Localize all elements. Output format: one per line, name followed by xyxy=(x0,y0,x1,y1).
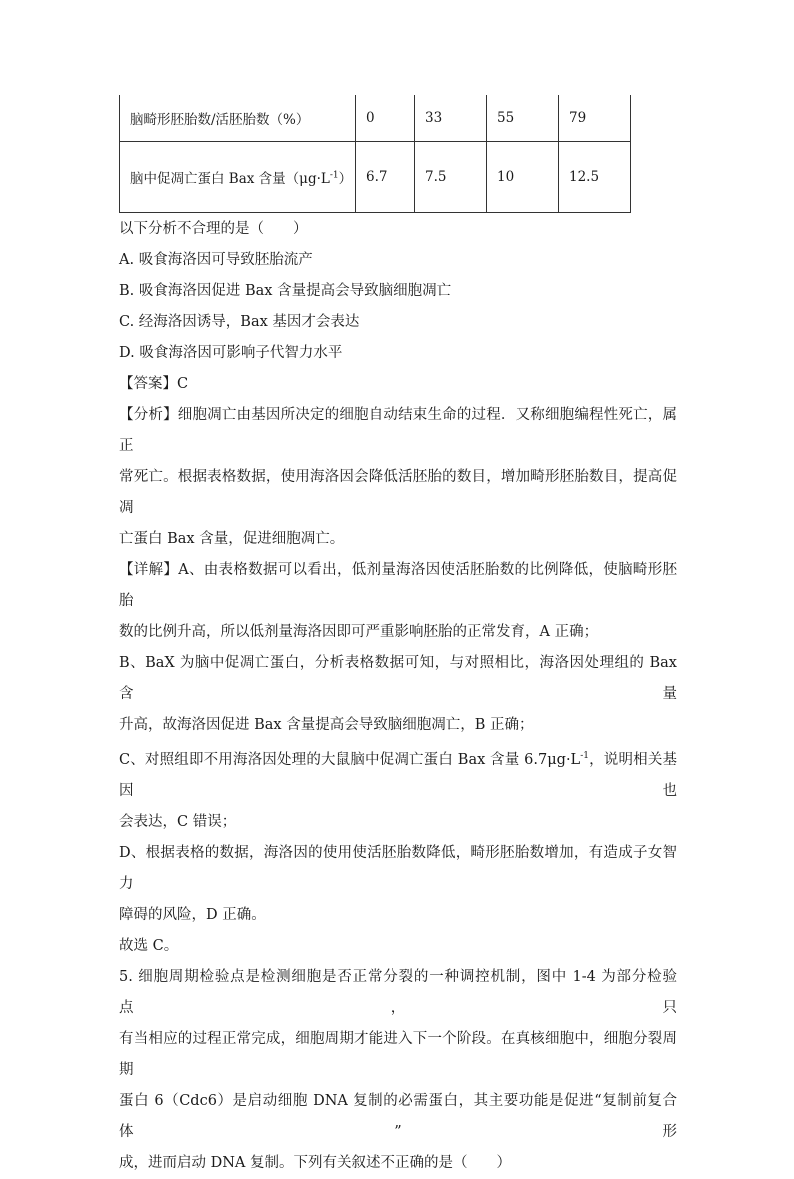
detail-line: B、BaX 为脑中促凋亡蛋白，分析表格数据可知，与对照相比，海洛因处理组的 Bax 含量 xyxy=(119,655,677,702)
detail-line: 升高，故海洛因促进 Bax 含量提高会导致脑细胞凋亡，B 正确； xyxy=(119,717,534,733)
table-row-label xyxy=(120,142,356,213)
detail-text: C、对照组即不用海洛因处理的大鼠脑中促凋亡蛋白 Bax 含量 6.7μg·L xyxy=(119,751,581,768)
table-cell: 33 xyxy=(415,95,487,142)
table-cell: 12.5 xyxy=(559,142,631,213)
data-table xyxy=(119,95,631,213)
option-a: A. 吸食海洛因可导致胚胎流产 xyxy=(119,252,313,268)
detail-line: 数的比例升高，所以低剂量海洛因即可严重影响胚胎的正常发育，A 正确； xyxy=(119,624,599,640)
table-cell: 55 xyxy=(487,95,559,142)
detail-line: 【详解】A、由表格数据可以看出，低剂量海洛因使活胚胎数的比例降低，使脑畸形胚胎 xyxy=(119,562,677,609)
analysis-line: 亡蛋白 Bax 含量，促进细胞凋亡。 xyxy=(119,531,345,547)
table-row-label: 脑畸形胚胎数/活胚胎数（%） xyxy=(120,95,356,142)
detail-line: 故选 C。 xyxy=(119,937,179,954)
label-text-end: ） xyxy=(338,171,353,187)
label-superscript: -1 xyxy=(329,170,339,181)
detail-line: D、根据表格的数据，海洛因的使用使活胚胎数降低，畸形胚胎数增加，有造成子女智力 xyxy=(119,844,677,892)
table-cell: 6.7 xyxy=(356,142,415,213)
table-cell: 10 xyxy=(487,142,559,213)
question-prompt: 以下分析不合理的是（ ） xyxy=(119,221,308,237)
detail-line: 会表达，C 错误； xyxy=(119,813,237,830)
detail-text-end: ，说明相关基因也 xyxy=(119,751,677,799)
answer-line: 【答案】C xyxy=(119,376,189,392)
option-b: B. 吸食海洛因促进 Bax 含量提高会导致脑细胞凋亡 xyxy=(119,283,452,299)
label-text: 脑中促凋亡蛋白 Bax 含量（μg·L xyxy=(130,171,330,187)
table-row xyxy=(120,142,631,213)
question5-line: 5. 细胞周期检验点是检测细胞是否正常分裂的一种调控机制，图中 1-4 为部分检验点，只 xyxy=(119,968,677,1016)
question5-line: 成，进而启动 DNA 复制。下列有关叙述不正确的是（ ） xyxy=(119,1154,512,1171)
option-c: C. 经海洛因诱导，Bax 基因才会表达 xyxy=(119,314,360,330)
detail-line xyxy=(119,741,677,807)
analysis-line: 【分析】细胞凋亡由基因所决定的细胞自动结束生命的过程．又称细胞编程性死亡，属正 xyxy=(119,407,677,454)
detail-superscript: -1 xyxy=(580,751,589,761)
question5-line: 蛋白 6（Cdc6）是启动细胞 DNA 复制的必需蛋白，其主要功能是促进“复制前复合体”形 xyxy=(119,1092,677,1140)
analysis-line: 常死亡。根据表格数据，使用海洛因会降低活胚胎的数目，增加畸形胚胎数目，提高促凋 xyxy=(119,469,677,516)
table-cell: 0 xyxy=(356,95,415,142)
question-block xyxy=(119,214,677,1179)
table-row xyxy=(120,95,631,142)
table-cell: 79 xyxy=(559,95,631,142)
option-d: D. 吸食海洛因可影响子代智力水平 xyxy=(119,345,343,361)
detail-line: 障碍的风险，D 正确。 xyxy=(119,906,266,923)
question5-line: 有当相应的过程正常完成，细胞周期才能进入下一个阶段。在真核细胞中，细胞分裂周期 xyxy=(119,1030,677,1078)
table-cell: 7.5 xyxy=(415,142,487,213)
